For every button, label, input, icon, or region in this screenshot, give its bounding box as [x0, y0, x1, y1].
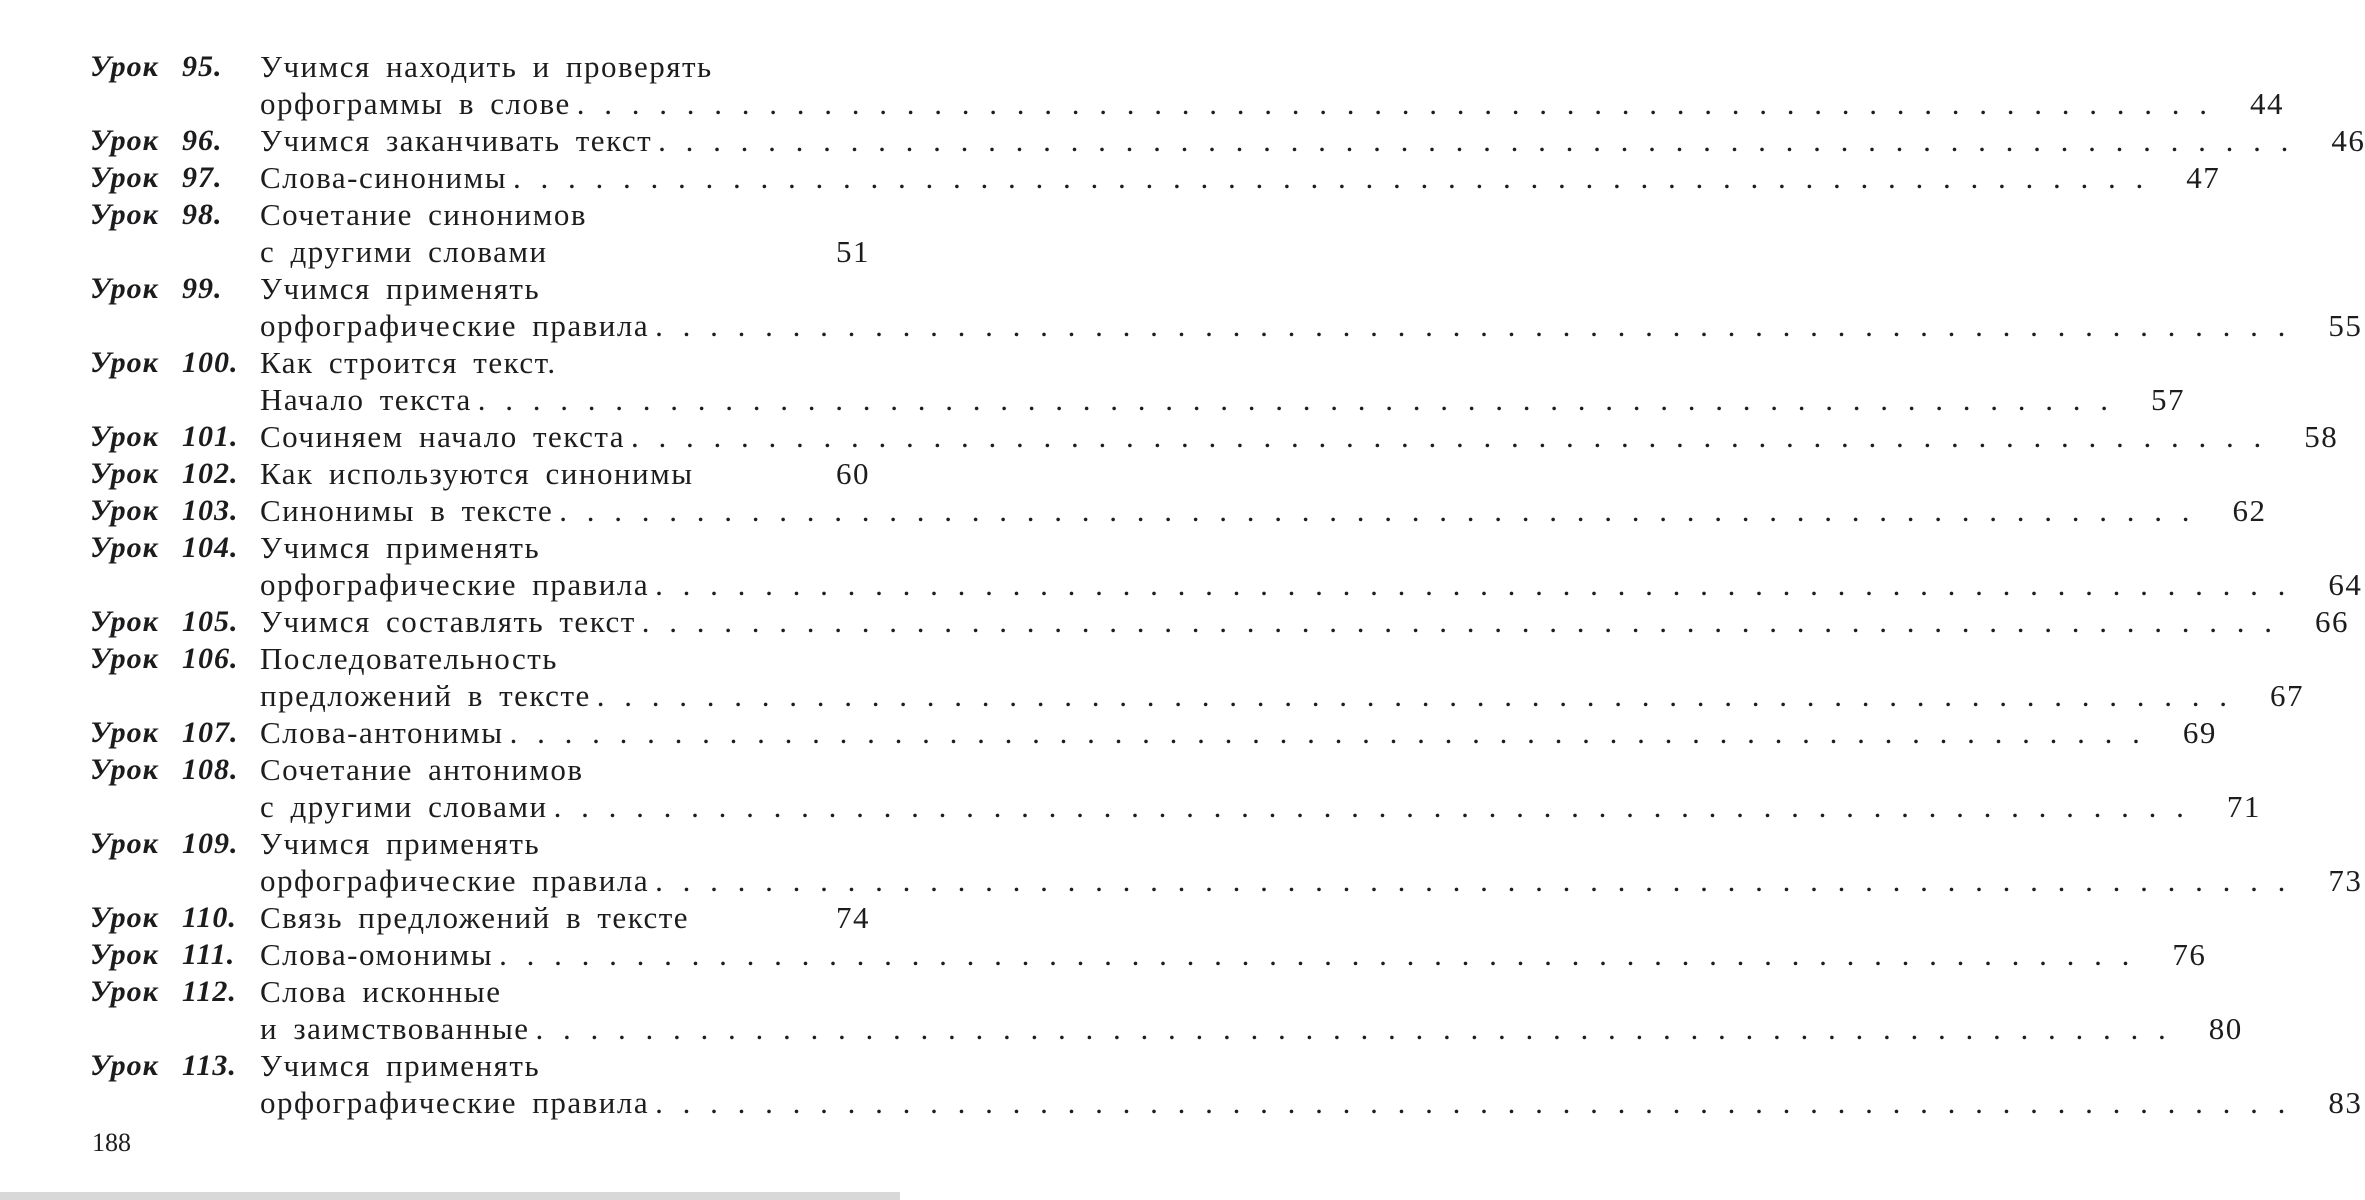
lesson-word: Урок	[90, 605, 159, 638]
toc-entry	[90, 48, 2284, 122]
lesson-word: Урок	[90, 161, 159, 194]
toc-entry	[90, 825, 2363, 899]
dot-leader: . . . . . . . . . . . . . . . . . . . . . . . . . . . . . . . . . . . . . . . . . . . . . . . . . . . . . . . . . . . .	[655, 1085, 2289, 1120]
entry-line	[260, 159, 2220, 196]
toc-entry	[90, 603, 2350, 640]
toc-entry	[90, 122, 2365, 159]
entry-line	[260, 233, 870, 270]
dot-leader: . . . . . . . . . . . . . . . . . . . . . . . . . . . . . . . . . . . . . . . . . . . . . . . . . . . . . . . . . . . .	[655, 863, 2289, 898]
toc-entry	[90, 714, 2217, 751]
lesson-number: 103.	[182, 494, 239, 527]
entry-line	[260, 603, 2349, 640]
table-of-contents	[90, 48, 2365, 1121]
entry-line	[260, 196, 870, 233]
entry-page-number: 47	[2186, 160, 2221, 195]
entry-page-number: 62	[2232, 493, 2267, 528]
entry-line	[260, 1010, 2243, 1047]
entry-line	[260, 48, 2284, 85]
lesson-label	[90, 159, 260, 196]
entry-title-text: Начало текста	[260, 382, 472, 417]
lesson-label	[90, 48, 260, 85]
entry-line	[260, 418, 2338, 455]
entry-title-text: Учимся применять	[260, 530, 541, 565]
entry-page-number: 69	[2182, 715, 2217, 750]
entry-line	[260, 455, 870, 492]
entry-line	[260, 122, 2365, 159]
lesson-number: 110.	[182, 901, 237, 934]
entry-title-text: и заимствованные	[260, 1011, 530, 1046]
lesson-word: Урок	[90, 531, 159, 564]
lesson-word: Урок	[90, 716, 159, 749]
lesson-label	[90, 640, 260, 677]
toc-entry	[90, 1047, 2363, 1121]
lesson-word: Урок	[90, 938, 159, 971]
entry-title-text: Слова-омонимы	[260, 937, 494, 972]
entry-body	[260, 973, 2243, 1047]
entry-title-text: Учимся применять	[260, 271, 541, 306]
lesson-word: Урок	[90, 901, 159, 934]
entry-line	[260, 566, 2362, 603]
dot-leader: . . . . . . . . . . . . . . . . . . . . . . . . . . . . . . . . . . . . . . . . . . . . . . . . . . . . . . . . . . . .	[513, 160, 2147, 195]
entry-title-text: Связь предложений в тексте	[260, 900, 690, 935]
lesson-label	[90, 455, 260, 492]
entry-body	[260, 1047, 2362, 1121]
entry-page-number: 67	[2270, 678, 2304, 713]
entry-title-text: орфографические правила	[260, 863, 650, 898]
entry-title-text: Слова исконные	[260, 974, 502, 1009]
entry-title-text: Сочиняем начало текста	[260, 419, 626, 454]
dot-leader: . . . . . . . . . . . . . . . . . . . . . . . . . . . . . . . . . . . . . . . . . . . . . . . . . . . . . . . . . . . .	[655, 308, 2289, 343]
entry-line	[260, 714, 2217, 751]
lesson-label	[90, 344, 260, 381]
entry-body	[260, 936, 2206, 973]
entry-page-number: 60	[836, 456, 870, 491]
entry-line	[260, 381, 2185, 418]
entry-body	[260, 48, 2284, 122]
entry-body	[260, 122, 2365, 159]
entry-body	[260, 270, 2362, 344]
lesson-number: 111.	[182, 938, 236, 971]
lesson-word: Урок	[90, 346, 159, 379]
lesson-label	[90, 492, 260, 529]
entry-title-text: орфографические правила	[260, 308, 650, 343]
entry-title-text: предложений в тексте	[260, 678, 591, 713]
entry-line	[260, 344, 2185, 381]
entry-title-text: Слова-антонимы	[260, 715, 504, 750]
lesson-word: Урок	[90, 272, 159, 305]
lesson-word: Урок	[90, 1049, 159, 1082]
toc-entry	[90, 936, 2207, 973]
entry-page-number: 44	[2249, 86, 2284, 121]
toc-entry	[90, 270, 2363, 344]
entry-body	[260, 196, 870, 270]
entry-page-number: 74	[836, 900, 870, 935]
entry-title-text: орфографические правила	[260, 567, 650, 602]
entry-title-text: Учимся применять	[260, 1048, 541, 1083]
lesson-number: 106.	[182, 642, 239, 675]
toc-entry	[90, 640, 2304, 714]
toc-entry	[90, 529, 2363, 603]
entry-line	[260, 936, 2206, 973]
dot-leader: . . . . . . . . . . . . . . . . . . . . . . . . . . . . . . . . . . . . . . . . . . . . . . . . . . . . . . . . . . . .	[658, 123, 2292, 158]
entry-line	[260, 788, 2261, 825]
entry-line	[260, 307, 2362, 344]
entry-title-text: Синонимы в тексте	[260, 493, 554, 528]
lesson-label	[90, 751, 260, 788]
entry-body	[260, 344, 2185, 418]
lesson-word: Урок	[90, 124, 159, 157]
lesson-label	[90, 714, 260, 751]
entry-title-text: Последовательность	[260, 641, 558, 676]
entry-line	[260, 492, 2267, 529]
entry-line	[260, 529, 2362, 566]
lesson-word: Урок	[90, 494, 159, 527]
entry-title-text: Как используются синонимы	[260, 456, 694, 491]
entry-title-text: Учимся применять	[260, 826, 541, 861]
entry-body	[260, 492, 2267, 529]
entry-line	[260, 270, 2362, 307]
lesson-number: 105.	[182, 605, 239, 638]
toc-entry	[90, 751, 2261, 825]
dot-leader: . . . . . . . . . . . . . . . . . . . . . . . . . . . . . . . . . . . . . . . . . . . . . . . . . . . . . . . . . . . .	[477, 382, 2112, 417]
entry-line	[260, 751, 2261, 788]
lesson-label	[90, 529, 260, 566]
entry-line	[260, 640, 2304, 677]
lesson-number: 107.	[182, 716, 239, 749]
lesson-number: 112.	[182, 975, 237, 1008]
entry-page-number: 66	[2315, 604, 2350, 639]
dot-leader: . . . . . . . . . . . . . . . . . . . . . . . . . . . . . . . . . . . . . . . . . . . . . . . . . . . . . . . . . . . .	[655, 567, 2289, 602]
lesson-word: Урок	[90, 753, 159, 786]
toc-entry	[90, 455, 870, 492]
entry-title-text: Как строится текст.	[260, 345, 557, 380]
lesson-number: 98.	[182, 198, 223, 231]
dot-leader: . . . . . . . . . . . . . . . . . . . . . . . . . . . . . . . . . . . . . . . . . . . . . . . . . . . . . . . . . . . .	[576, 86, 2210, 121]
dot-leader: . . . . . . . . . . . . . . . . . . . . . . . . . . . . . . . . . . . . . . . . . . . . . . . . . . . . . . . . . . . .	[631, 419, 2265, 454]
entry-title-text: Слова-синонимы	[260, 160, 508, 195]
entry-line	[260, 862, 2362, 899]
entry-page-number: 51	[836, 234, 870, 269]
dot-leader: . . . . . . . . . . . . . . . . . . . . . . . . . . . . . . . . . . . . . . . . . . . . . . . . . . . . . . . . . . . .	[509, 715, 2143, 750]
entry-page-number: 73	[2328, 863, 2363, 898]
lesson-label	[90, 270, 260, 307]
lesson-number: 102.	[182, 457, 239, 490]
lesson-word: Урок	[90, 198, 159, 231]
entry-line	[260, 677, 2304, 714]
lesson-label	[90, 418, 260, 455]
lesson-number: 96.	[182, 124, 223, 157]
lesson-label	[90, 973, 260, 1010]
lesson-word: Урок	[90, 827, 159, 860]
entry-page-number: 46	[2331, 123, 2365, 158]
page-number: 188	[92, 1128, 131, 1157]
entry-body	[260, 455, 870, 492]
lesson-number: 108.	[182, 753, 239, 786]
toc-entry	[90, 418, 2339, 455]
lesson-number: 99.	[182, 272, 223, 305]
lesson-number: 109.	[182, 827, 239, 860]
lesson-number: 101.	[182, 420, 239, 453]
toc-entry	[90, 196, 870, 270]
lesson-word: Урок	[90, 642, 159, 675]
entry-page-number: 71	[2226, 789, 2261, 824]
lesson-word: Урок	[90, 50, 159, 83]
entry-line	[260, 1047, 2362, 1084]
entry-title-text: орфографические правила	[260, 1085, 650, 1120]
lesson-label	[90, 825, 260, 862]
entry-title-text: Сочетание синонимов	[260, 197, 587, 232]
entry-title-text: с другими словами	[260, 234, 548, 269]
entry-body	[260, 751, 2261, 825]
entry-line	[260, 85, 2284, 122]
entry-page-number: 64	[2328, 567, 2363, 602]
dot-leader: . . . . . . . . . . . . . . . . . . . . . . . . . . . . . . . . . . . . . . . . . . . . . . . . . . . . . . . . . . . .	[553, 789, 2187, 824]
lesson-word: Урок	[90, 975, 159, 1008]
entry-body	[260, 899, 870, 936]
entry-page-number: 83	[2328, 1085, 2363, 1120]
entry-title-text: Учимся составлять текст	[260, 604, 636, 639]
dot-leader: . . . . . . . . . . . . . . . . . . . . . . . . . . . . . . . . . . . . . . . . . . . . . . . . . . . . . . . . . . . .	[641, 604, 2276, 639]
entry-line	[260, 973, 2243, 1010]
dot-leader: . . . . . . . . . . . . . . . . . . . . . . . . . . . . . . . . . . . . . . . . . . . . . . . . . . . . . . . . . . . .	[596, 678, 2230, 713]
lesson-label	[90, 936, 260, 973]
entry-body	[260, 640, 2304, 714]
entry-line	[260, 825, 2362, 862]
toc-entry	[90, 159, 2221, 196]
lesson-word: Урок	[90, 420, 159, 453]
lesson-label	[90, 196, 260, 233]
entry-title-text: с другими словами	[260, 789, 548, 824]
entry-page-number: 58	[2304, 419, 2339, 454]
lesson-number: 100.	[182, 346, 239, 379]
entry-body	[260, 418, 2338, 455]
toc-entry	[90, 492, 2267, 529]
entry-title-text: Учимся заканчивать текст	[260, 123, 653, 158]
entry-title-text: орфограммы в слове	[260, 86, 571, 121]
lesson-number: 113.	[182, 1049, 237, 1082]
page-edge	[0, 1192, 900, 1200]
toc-entry	[90, 973, 2243, 1047]
toc-entry	[90, 899, 870, 936]
entry-line	[260, 1084, 2362, 1121]
lesson-number: 95.	[182, 50, 223, 83]
toc-entry	[90, 344, 2186, 418]
entry-body	[260, 603, 2349, 640]
entry-page-number: 76	[2172, 937, 2207, 972]
entry-body	[260, 825, 2362, 899]
entry-page-number: 57	[2151, 382, 2186, 417]
lesson-label	[90, 899, 260, 936]
dot-leader: . . . . . . . . . . . . . . . . . . . . . . . . . . . . . . . . . . . . . . . . . . . . . . . . . . . . . . . . . . . .	[535, 1011, 2169, 1046]
entry-body	[260, 159, 2220, 196]
entry-line	[260, 899, 870, 936]
entry-title-text: Учимся находить и проверять	[260, 49, 713, 84]
entry-page-number: 55	[2328, 308, 2363, 343]
entry-body	[260, 714, 2217, 751]
lesson-number: 104.	[182, 531, 239, 564]
lesson-label	[90, 122, 260, 159]
lesson-label	[90, 1047, 260, 1084]
lesson-number: 97.	[182, 161, 223, 194]
entry-page-number: 80	[2208, 1011, 2243, 1046]
entry-body	[260, 529, 2362, 603]
entry-title-text: Сочетание антонимов	[260, 752, 584, 787]
dot-leader: . . . . . . . . . . . . . . . . . . . . . . . . . . . . . . . . . . . . . . . . . . . . . . . . . . . . . . . . . . . .	[499, 937, 2133, 972]
lesson-word: Урок	[90, 457, 159, 490]
lesson-label	[90, 603, 260, 640]
dot-leader: . . . . . . . . . . . . . . . . . . . . . . . . . . . . . . . . . . . . . . . . . . . . . . . . . . . . . . . . . . . .	[559, 493, 2193, 528]
